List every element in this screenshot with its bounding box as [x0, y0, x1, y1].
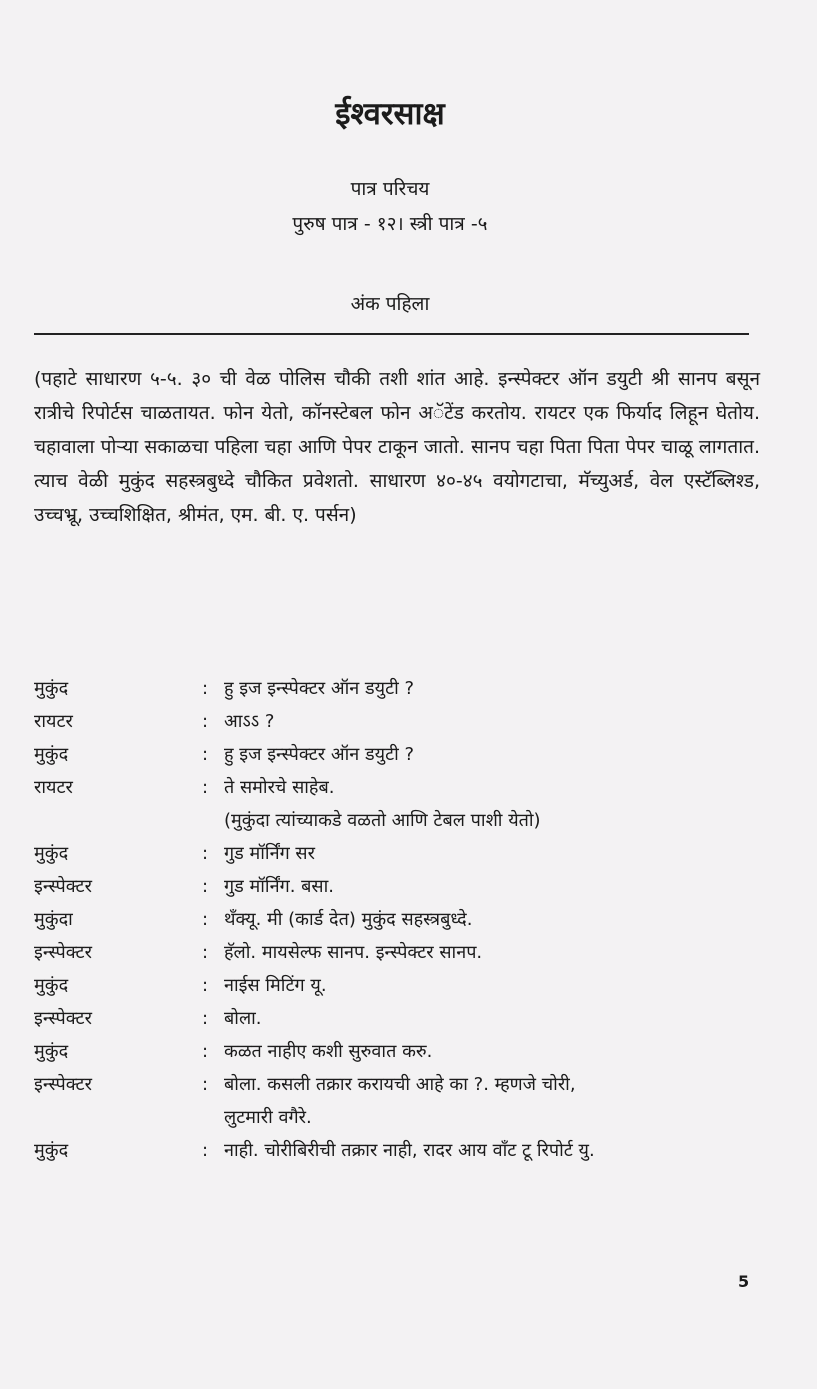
dialogue-line: बोला. — [224, 1008, 262, 1029]
colon: : — [202, 876, 209, 897]
cast-heading: पात्र परिचय — [350, 178, 430, 200]
dialogue-row — [34, 870, 769, 903]
speaker-name: इन्स्पेक्टर — [34, 1074, 92, 1095]
dialogue-row — [34, 771, 769, 804]
dialogue-line: आऽऽ ? — [224, 711, 275, 732]
dialogue-line: बोला. कसली तक्रार करायची आहे का ?. म्हणजे चोरी, — [224, 1074, 576, 1095]
dialogue-line: (मुकुंदा त्यांच्याकडे वळतो आणि टेबल पाशी येतो) — [224, 810, 541, 831]
colon: : — [202, 909, 209, 930]
dialogue-row — [34, 738, 769, 771]
speaker-name: रायटर — [34, 777, 73, 798]
dialogue-row — [34, 837, 769, 870]
dialogue-row — [34, 903, 769, 936]
dialogue-line: नाही. चोरीबिरीची तक्रार नाही, रादर आय वाँट टू रिपोर्ट यु. — [224, 1140, 595, 1161]
colon: : — [202, 1008, 209, 1029]
colon: : — [202, 711, 209, 732]
colon: : — [202, 1041, 209, 1062]
dialogue-line: थँक्यू. मी (कार्ड देत) मुकुंद सहस्त्रबुध्दे. — [224, 909, 473, 930]
dialogue-row — [34, 672, 769, 705]
speaker-name: इन्स्पेक्टर — [34, 942, 92, 963]
colon: : — [202, 942, 209, 963]
dialogue-row — [34, 936, 769, 969]
dialogue-row — [34, 804, 769, 837]
dialogue-line: ते समोरचे साहेब. — [224, 777, 335, 798]
dialogue-row — [34, 1134, 769, 1167]
speaker-name: मुकुंद — [34, 975, 69, 996]
speaker-name: रायटर — [34, 711, 73, 732]
speaker-name: मुकुंद — [34, 678, 69, 699]
speaker-name — [34, 1101, 202, 1134]
speaker-name: इन्स्पेक्टर — [34, 876, 92, 897]
speaker-name: मुकुंदा — [34, 909, 73, 930]
dialogue-line: गुड मॉर्निंग. बसा. — [224, 876, 334, 897]
horizontal-rule — [34, 333, 749, 335]
dialogue-line: हु इज इन्स्पेक्टर ऑन डयुटी ? — [224, 744, 415, 765]
colon: : — [202, 744, 209, 765]
cast-counts: पुरुष पात्र - १२। स्त्री पात्र -५ — [292, 213, 488, 235]
dialogue-row — [34, 969, 769, 1002]
dialogue-line: गुड मॉर्निंग सर — [224, 843, 315, 864]
speaker-name: मुकुंद — [34, 1140, 69, 1161]
speaker-name: मुकुंद — [34, 744, 69, 765]
dialogue-line: हॅलो. मायसेल्फ सानप. इन्स्पेक्टर सानप. — [224, 942, 483, 963]
colon: : — [202, 1140, 209, 1161]
act-heading: अंक पहिला — [350, 293, 430, 315]
dialogue-row — [34, 705, 769, 738]
colon: : — [202, 678, 209, 699]
dialogue-list — [34, 672, 769, 1167]
speaker-name — [34, 804, 202, 837]
dialogue-row — [34, 1002, 769, 1035]
dialogue-row — [34, 1068, 769, 1101]
stage-direction: (पहाटे साधारण ५-५. ३० ची वेळ पोलिस चौकी तशी शांत आहे. इन्स्पेक्टर ऑन डयुटी श्री सानप बसून रात्रीचे रिपोर्टस चाळतायत. फोन येतो, कॉनस्टेबल फोन अॅटेंड करतोय. रायटर एक फिर्याद लिहून घेतोय. चहावाला पोऱ्या सकाळचा पहिला चहा आणि पेपर टाकून जातो. सानप चहा पिता पिता पेपर चाळू लागतात. त्याच वेळी मुकुंद सहस्त्रबुध्दे चौकित प्रवेशतो. साधारण ४०-४५ वयोगटाचा, मॅच्युअर्ड, वेल एस्टॅब्लिश्ड, उच्चभ्रू, उच्चशिक्षित, श्रीमंत, एम. बी. ए. पर्सन) — [34, 368, 760, 526]
colon: : — [202, 843, 209, 864]
colon — [202, 1101, 224, 1134]
colon — [202, 804, 224, 837]
colon: : — [202, 1074, 209, 1095]
colon: : — [202, 975, 209, 996]
dialogue-line: हु इज इन्स्पेक्टर ऑन डयुटी ? — [224, 678, 415, 699]
speaker-name: इन्स्पेक्टर — [34, 1008, 92, 1029]
dialogue-line: नाईस मिटिंग यू. — [224, 975, 327, 996]
colon: : — [202, 777, 209, 798]
dialogue-row — [34, 1035, 769, 1068]
dialogue-row — [34, 1101, 769, 1134]
speaker-name: मुकुंद — [34, 843, 69, 864]
dialogue-line: कळत नाहीए कशी सुरुवात करु. — [224, 1041, 433, 1062]
dialogue-line: लुटमारी वगैरे. — [224, 1107, 312, 1128]
play-title: ईश्वरसाक्ष — [335, 96, 445, 132]
speaker-name: मुकुंद — [34, 1041, 69, 1062]
page-number: 5 — [738, 1272, 750, 1291]
